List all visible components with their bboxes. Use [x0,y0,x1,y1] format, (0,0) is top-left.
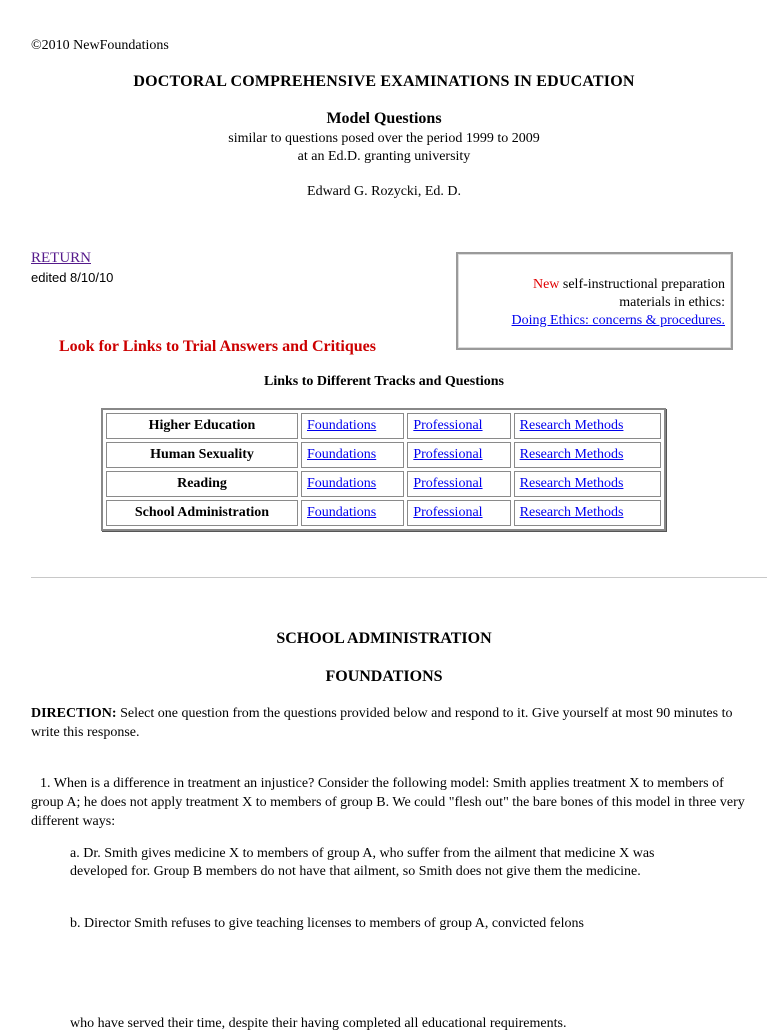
new-label: New [532,277,560,292]
foundations-link[interactable]: Foundations [307,505,377,520]
ethics-materials-box [456,252,733,350]
section-subtitle: FOUNDATIONS [325,668,443,685]
research-methods-link[interactable]: Research Methods [519,476,624,491]
foundations-link[interactable]: Foundations [307,418,377,433]
direction-label: DIRECTION: [31,706,117,721]
author-name: Edward G. Rozycki, Ed. D. [307,184,461,199]
professional-link[interactable]: Professional [413,447,483,462]
description-line-2: at an Ed.D. granting university [297,149,471,164]
professional-link[interactable]: Professional [413,476,483,491]
table-row [106,413,661,439]
direction-text: Select one question from the questions provided below and respond to it. Give yourself at most 90 minutes to write this response. [31,706,733,740]
table-row [106,500,661,526]
track-name: Human Sexuality [106,442,298,468]
description-line-1: similar to questions posed over the period 1999 to 2009 [228,131,540,146]
tracks-table [101,408,666,531]
ethics-line-1 [464,276,725,294]
foundations-link[interactable]: Foundations [307,447,377,462]
doing-ethics-link[interactable]: Doing Ethics: concerns & procedures. [511,313,725,328]
look-for-links-notice: Look for Links to Trial Answers and Critiques [59,338,376,355]
question-1a: a. Dr. Smith gives medicine X to members of group A, who suffer from the ailment that medicine X was developed for. Group B members do not have that ailment, so Smith does not give them the medicine. [70,846,655,879]
research-methods-link[interactable]: Research Methods [519,505,624,520]
ethics-line-2: materials in ethics: [619,295,725,310]
direction-paragraph [31,704,746,742]
table-row [106,471,661,497]
tracks-heading: Links to Different Tracks and Questions [264,374,504,389]
edited-date: edited 8/10/10 [31,270,114,285]
professional-link[interactable]: Professional [413,418,483,433]
track-name: Reading [106,471,298,497]
research-methods-link[interactable]: Research Methods [519,447,624,462]
page-subtitle: Model Questions [326,110,442,127]
track-name: School Administration [106,500,298,526]
section-title: SCHOOL ADMINISTRATION [276,630,492,647]
return-link[interactable]: RETURN [31,250,91,266]
professional-link[interactable]: Professional [413,505,483,520]
table-row [106,442,661,468]
question-1: 1. When is a difference in treatment an injustice? Consider the following model: Smith applies treatment X to members of group A; he does not apply treatment X to members of group B. We could "flesh out" the bare bones of this model in three very different ways: [31,776,745,829]
question-1b-continued: who have served their time, despite their having completed all educational requirements. [70,1016,567,1031]
page-title: DOCTORAL COMPREHENSIVE EXAMINATIONS IN EDUCATION [133,73,635,90]
section-divider [31,577,767,578]
copyright-notice: ©2010 NewFoundations [31,38,169,53]
foundations-link[interactable]: Foundations [307,476,377,491]
ethics-text-1: self-instructional preparation [559,277,725,292]
question-1b: b. Director Smith refuses to give teaching licenses to members of group A, convicted felons [70,916,584,931]
track-name: Higher Education [106,413,298,439]
research-methods-link[interactable]: Research Methods [519,418,624,433]
